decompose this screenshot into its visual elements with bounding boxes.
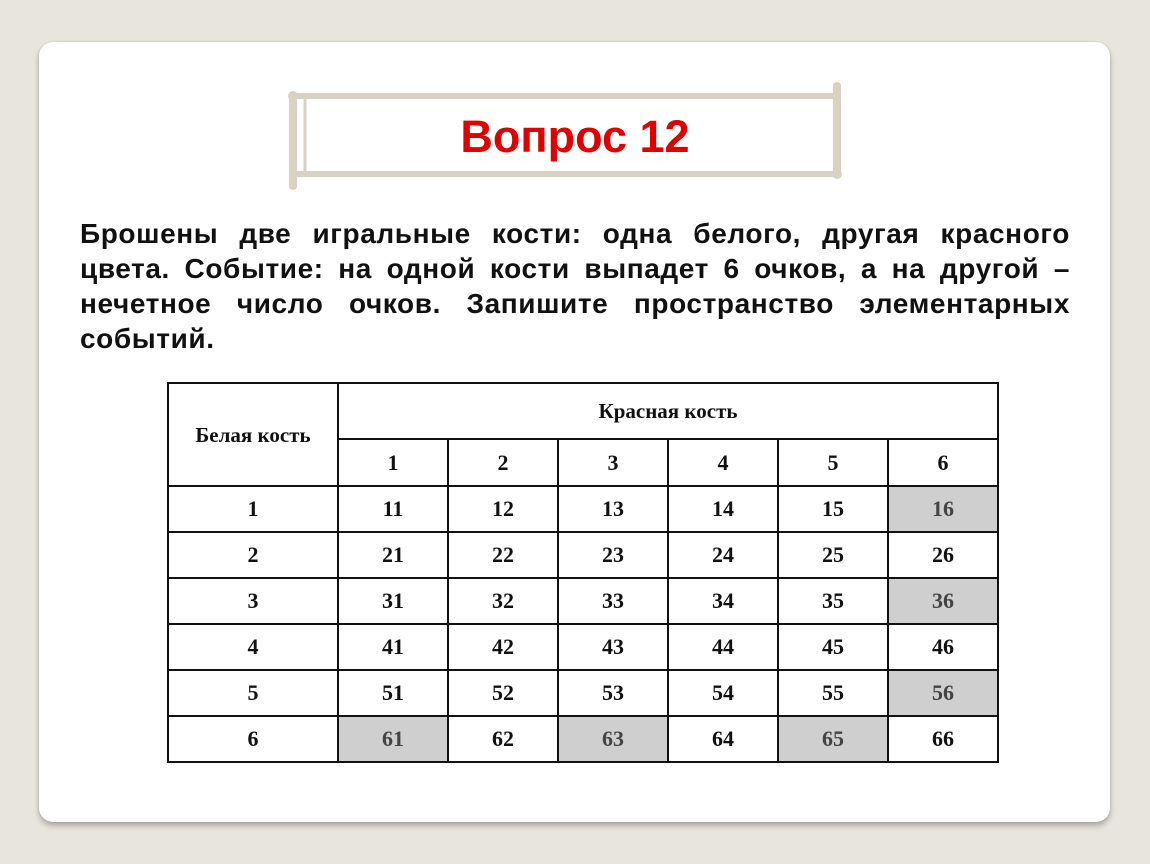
outcome-cell: 45 <box>778 624 888 670</box>
outcome-cell: 13 <box>558 486 668 532</box>
white-die-value-label: 1 <box>168 486 338 532</box>
outcome-cell: 46 <box>888 624 998 670</box>
outcome-cell: 14 <box>668 486 778 532</box>
table-row <box>168 670 998 716</box>
table-row <box>168 578 998 624</box>
outcome-cell: 26 <box>888 532 998 578</box>
outcome-cell-highlighted: 61 <box>338 716 448 762</box>
outcome-cell: 33 <box>558 578 668 624</box>
outcome-cell: 64 <box>668 716 778 762</box>
white-die-value-label: 6 <box>168 716 338 762</box>
outcome-cell: 35 <box>778 578 888 624</box>
outcome-cell: 53 <box>558 670 668 716</box>
outcome-cell: 24 <box>668 532 778 578</box>
red-die-value-header: 1 <box>338 439 448 486</box>
outcome-cell: 55 <box>778 670 888 716</box>
table-row <box>168 624 998 670</box>
outcome-cell: 62 <box>448 716 558 762</box>
outcome-cell-highlighted: 56 <box>888 670 998 716</box>
outcome-cell: 32 <box>448 578 558 624</box>
outcome-cell: 22 <box>448 532 558 578</box>
outcomes-table <box>167 382 999 763</box>
white-die-value-label: 4 <box>168 624 338 670</box>
white-die-value-label: 5 <box>168 670 338 716</box>
outcome-cell: 54 <box>668 670 778 716</box>
outcome-cell: 44 <box>668 624 778 670</box>
outcome-cell: 21 <box>338 532 448 578</box>
red-die-value-header: 5 <box>778 439 888 486</box>
outcome-cell: 23 <box>558 532 668 578</box>
outcome-cell-highlighted: 63 <box>558 716 668 762</box>
outcome-cell: 42 <box>448 624 558 670</box>
outcome-cell: 31 <box>338 578 448 624</box>
outcome-cell: 11 <box>338 486 448 532</box>
outcome-cell-highlighted: 16 <box>888 486 998 532</box>
red-die-header: Красная кость <box>338 383 998 439</box>
outcome-cell: 34 <box>668 578 778 624</box>
red-die-value-header: 6 <box>888 439 998 486</box>
red-die-value-header: 4 <box>668 439 778 486</box>
red-die-value-header: 3 <box>558 439 668 486</box>
table-row <box>168 532 998 578</box>
outcome-cell: 51 <box>338 670 448 716</box>
outcome-cell: 43 <box>558 624 668 670</box>
outcome-cell: 25 <box>778 532 888 578</box>
question-text: Брошены две игральные кости: одна белого, другая красного цвета. Событие: на одной кости выпадет 6 очков, а на другой – нечетное число очков. Запишите пространство элементарных событий. <box>80 218 1070 354</box>
outcome-cell: 52 <box>448 670 558 716</box>
outcome-cell-highlighted: 36 <box>888 578 998 624</box>
red-die-value-header: 2 <box>448 439 558 486</box>
table-row <box>168 486 998 532</box>
white-die-header: Белая кость <box>168 383 338 486</box>
outcome-cell-highlighted: 65 <box>778 716 888 762</box>
white-die-value-label: 2 <box>168 532 338 578</box>
outcome-cell: 41 <box>338 624 448 670</box>
white-die-value-label: 3 <box>168 578 338 624</box>
outcome-cell: 12 <box>448 486 558 532</box>
table-row <box>168 716 998 762</box>
outcome-cell: 15 <box>778 486 888 532</box>
outcome-cell: 66 <box>888 716 998 762</box>
slide-title: Вопрос 12 <box>460 111 690 162</box>
